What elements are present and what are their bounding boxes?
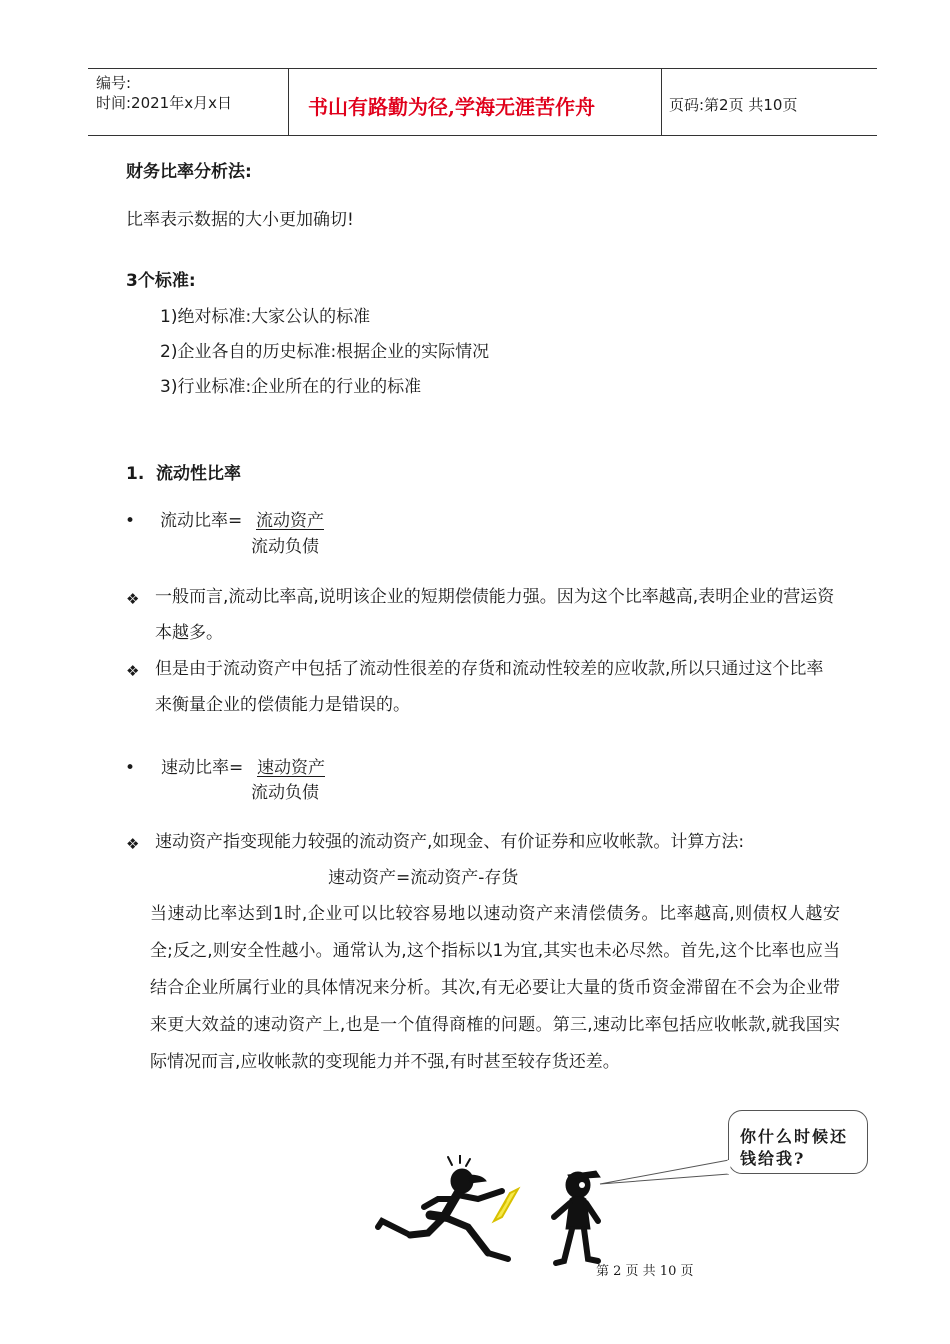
current-ratio-label: 流动比率= bbox=[160, 511, 243, 531]
quick-ratio-bullet: • bbox=[125, 758, 136, 778]
standard-item-2: 2)企业各自的历史标准:根据企业的实际情况 bbox=[160, 342, 490, 362]
quick-note: 速动资产指变现能力较强的流动资产,如现金、有价证券和应收帐款。计算方法: bbox=[155, 832, 745, 852]
page-label: 页码:第2页 共10页 bbox=[669, 96, 798, 114]
running-figure-icon bbox=[378, 1155, 508, 1259]
current-ratio-numerator: 流动资产 bbox=[256, 511, 324, 531]
standard-item-1: 1)绝对标准:大家公认的标准 bbox=[160, 307, 371, 327]
cartoon-illustration bbox=[370, 1155, 630, 1275]
quick-ratio-denominator: 流动负债 bbox=[251, 783, 319, 803]
chasing-figure-icon bbox=[554, 1171, 600, 1263]
quick-ratio-numerator: 速动资产 bbox=[257, 758, 325, 778]
current-note-2: 但是由于流动资产中包括了流动性很差的存货和流动性较差的应收款,所以只通过这个比率来衡量企业的偿债能力是错误的。 bbox=[155, 659, 824, 715]
serial-label: 编号: bbox=[96, 74, 132, 92]
section-heading: 财务比率分析法: bbox=[126, 162, 252, 182]
quick-paragraph: 当速动比率达到1时,企业可以比较容易地以速动资产来清偿债务。比率越高,则债权人越安全;反之,则安全性越小。通常认为,这个指标以1为宜,其实也未必尽然。首先,这个比率也应当结合企业所属行业的具体情况来分析。其次,有无必要让大量的货币资金滞留在不会为企业带来更大效益的速动资产上,也是一个值得商榷的问题。第三,速动比率包括应收帐款,就我国实际情况而言,应收帐款的变现能力并不强,有时甚至较存货还差。 bbox=[150, 904, 840, 1072]
current-ratio-denominator: 流动负债 bbox=[251, 537, 319, 557]
quick-ratio-label: 速动比率= bbox=[161, 758, 244, 778]
diamond-bullet-icon: ❖ bbox=[126, 662, 140, 680]
header-divider-right bbox=[661, 68, 662, 136]
diamond-bullet-icon: ❖ bbox=[126, 590, 140, 608]
speech-bubble-tail bbox=[596, 1156, 736, 1196]
current-note-1: 一般而言,流动比率高,说明该企业的短期偿债能力强。因为这个比率越高,表明企业的营运资本越多。 bbox=[155, 587, 835, 643]
page-footer: 第 2 页 共 10 页 bbox=[596, 1264, 694, 1279]
header-bottom-rule bbox=[88, 135, 877, 136]
header-top-rule bbox=[88, 68, 877, 69]
liquidity-heading-number: 1. bbox=[126, 464, 145, 484]
time-label: 时间:2021年x月x日 bbox=[96, 94, 232, 112]
current-ratio-bullet: • bbox=[125, 511, 136, 531]
intro-text: 比率表示数据的大小更加确切! bbox=[126, 210, 354, 230]
header-motto: 书山有路勤为径,学海无涯苦作舟 bbox=[308, 95, 595, 119]
quick-formula: 速动资产=流动资产-存货 bbox=[328, 868, 519, 888]
header-divider-left bbox=[288, 68, 289, 136]
speech-line-2: 钱给我? bbox=[740, 1149, 806, 1168]
liquidity-heading: 流动性比率 bbox=[156, 464, 241, 484]
diamond-bullet-icon: ❖ bbox=[126, 835, 140, 853]
standards-heading: 3个标准: bbox=[126, 271, 196, 291]
standard-item-3: 3)行业标准:企业所在的行业的标准 bbox=[160, 377, 422, 397]
speech-line-1: 你什么时候还 bbox=[740, 1127, 849, 1146]
